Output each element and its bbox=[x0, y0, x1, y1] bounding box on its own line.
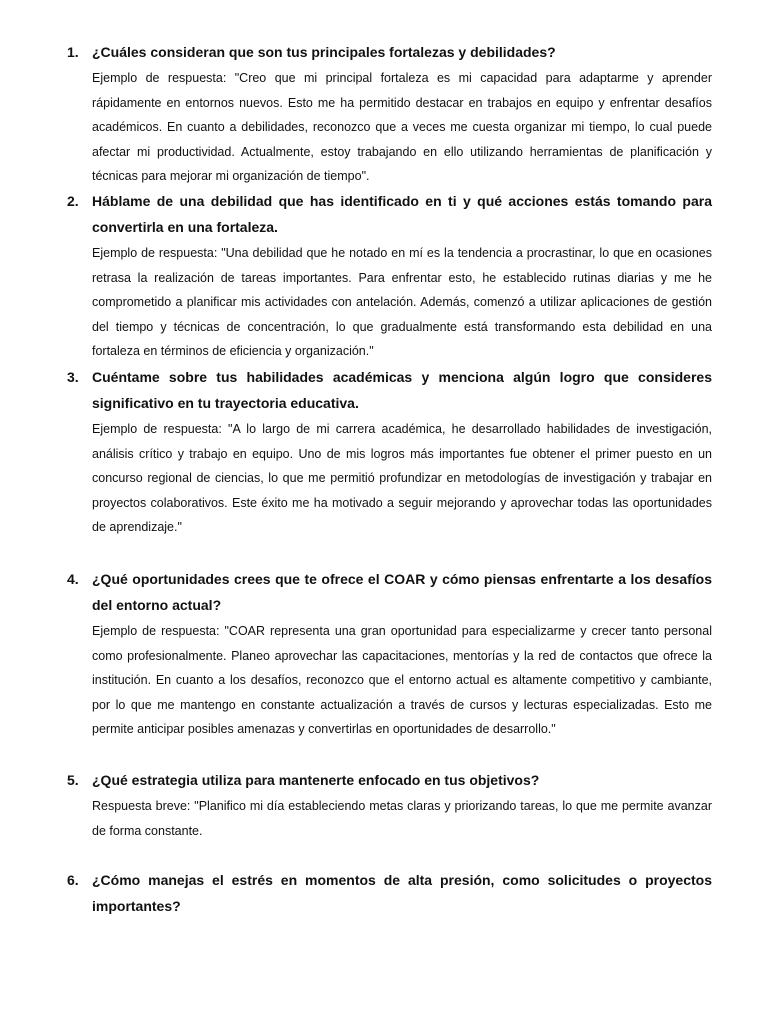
question-number: 6. bbox=[67, 872, 79, 888]
question-item-4 bbox=[67, 566, 712, 742]
question-item-5 bbox=[67, 767, 712, 843]
question-title: Háblame de una debilidad que has identificado en ti y qué acciones estás tomando para convertirla en una fortaleza. bbox=[92, 193, 712, 235]
answer-text: Ejemplo de respuesta: "Creo que mi principal fortaleza es mi capacidad para adaptarme y aprender rápidamente en entornos nuevos. Esto me ha permitido destacar en trabajos en equipo y enfrentar desafíos académicos. En cuanto a debilidades, reconozco que a veces me cuesta organizar mi tiempo, lo cual puede afectar mi productividad. Actualmente, estoy trabajando en ello utilizando herramientas de planificación y técnicas para mejorar mi organización de tiempo". bbox=[92, 71, 712, 184]
question-number: 1. bbox=[67, 44, 79, 60]
question-number: 5. bbox=[67, 772, 79, 788]
question-title: ¿Qué estrategia utiliza para mantenerte enfocado en tus objetivos? bbox=[92, 772, 540, 788]
question-item-1 bbox=[67, 39, 712, 189]
question-number: 2. bbox=[67, 193, 79, 209]
question-item-3 bbox=[67, 364, 712, 540]
question-number: 4. bbox=[67, 571, 79, 587]
answer-text: Respuesta breve: "Planifico mi día estableciendo metas claras y priorizando tareas, lo que me permite avanzar de forma constante. bbox=[92, 799, 712, 838]
answer-text: Ejemplo de respuesta: "Una debilidad que he notado en mí es la tendencia a procrastinar, lo que en ocasiones retrasa la realización de tareas importantes. Para enfrentar esto, he establecido rutinas diarias y me he comprometido a planificar mis actividades con antelación. Además, comenzó a utilizar aplicaciones de gestión del tiempo y técnicas de concentración, lo que gradualmente está transformando esta debilidad en una fortaleza en términos de eficiencia y organización." bbox=[92, 246, 712, 359]
answer-text: Ejemplo de respuesta: "A lo largo de mi carrera académica, he desarrollado habilidades de investigación, análisis crítico y trabajo en equipo. Uno de mis logros más importantes fue obtener el primer puesto en un concurso regional de ciencias, lo que me permitió profundizar en metodologías de investigación y trabajar en proyectos colaborativos. Este éxito me ha motivado a seguir mejorando y aprovechar todas las oportunidades de aprendizaje." bbox=[92, 422, 712, 535]
question-title: ¿Cómo manejas el estrés en momentos de alta presión, como solicitudes o proyectos importantes? bbox=[92, 872, 712, 914]
answer-text: Ejemplo de respuesta: "COAR representa una gran oportunidad para especializarme y crecer tanto personal como profesionalmente. Planeo aprovechar las capacitaciones, mentorías y la red de contactos que ofrece la institución. En cuanto a los desafíos, reconozco que el entorno actual es altamente competitivo y cambiante, por lo que me mantengo en constante actualización a través de cursos y lecturas especializadas. Esto me permite anticipar posibles amenazas y convertirlas en oportunidades de desarrollo." bbox=[92, 624, 712, 737]
question-title: ¿Cuáles consideran que son tus principales fortalezas y debilidades? bbox=[92, 44, 556, 60]
question-number: 3. bbox=[67, 369, 79, 385]
question-title: Cuéntame sobre tus habilidades académicas y menciona algún logro que consideres significativo en tu trayectoria educativa. bbox=[92, 369, 712, 411]
question-item-2 bbox=[67, 188, 712, 364]
question-item-6 bbox=[67, 867, 712, 919]
question-title: ¿Qué oportunidades crees que te ofrece el COAR y cómo piensas enfrentarte a los desafíos del entorno actual? bbox=[92, 571, 712, 613]
